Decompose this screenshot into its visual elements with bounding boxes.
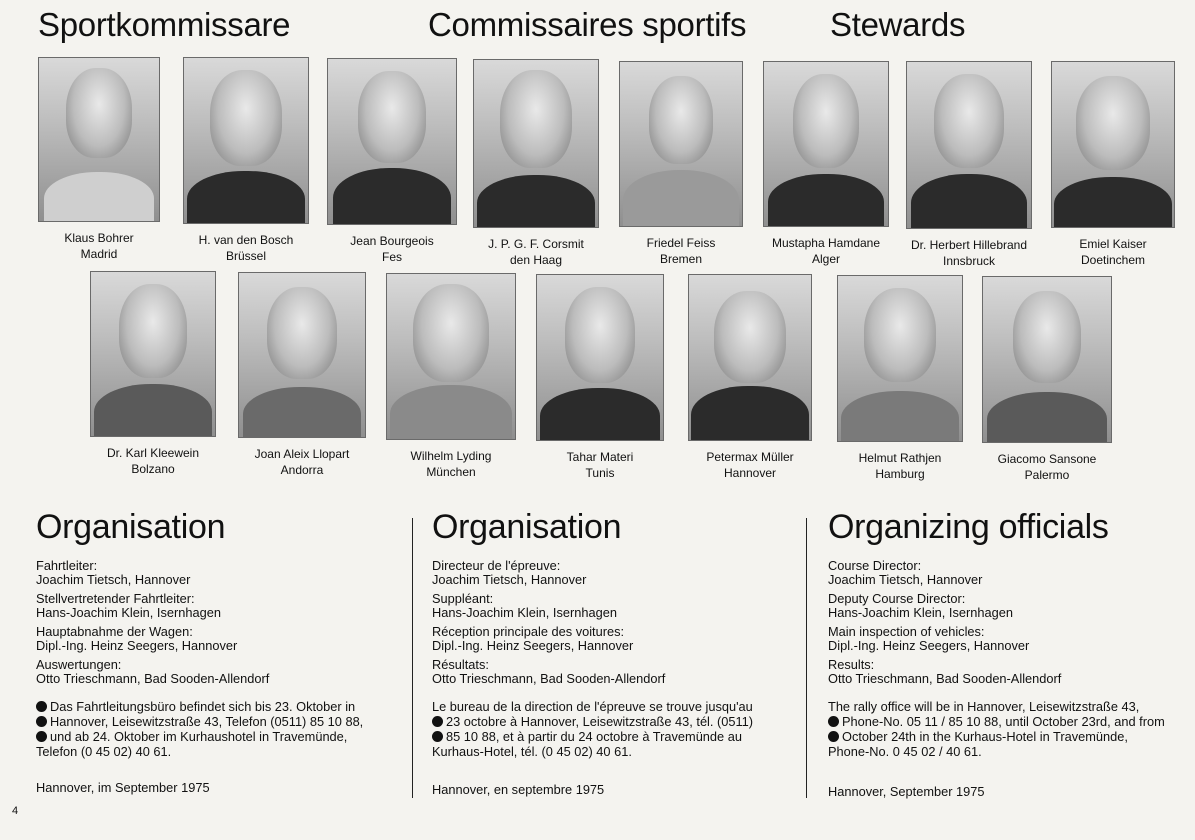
steward-card [325, 58, 459, 265]
entry-label: Main inspection of vehicles: [828, 624, 985, 639]
portrait-photo [763, 61, 889, 227]
steward-name: Joan Aleix Llopart [254, 447, 350, 461]
steward-card [234, 272, 370, 478]
portrait-photo [688, 274, 812, 441]
steward-city: Fes [381, 250, 402, 264]
entry-value: Hans-Joachim Klein, Isernhagen [36, 604, 221, 620]
steward-card [898, 61, 1040, 269]
steward-city: Hannover [723, 466, 777, 480]
column-divider [806, 518, 807, 798]
steward-card [760, 61, 892, 267]
steward-card [684, 274, 816, 481]
entry-label: Course Director: [828, 558, 922, 573]
entry-label: Deputy Course Director: [828, 591, 966, 606]
entry-value: Hans-Joachim Klein, Isernhagen [432, 604, 617, 620]
steward-card [980, 276, 1114, 483]
entry-label: Réception principale des voitures: [432, 624, 625, 639]
bullet-icon [36, 731, 47, 742]
steward-card [180, 57, 312, 264]
portrait-photo [183, 57, 309, 224]
bullet-icon [432, 731, 443, 742]
steward-card [383, 273, 519, 480]
portrait-photo [473, 59, 599, 228]
steward-city: Madrid [80, 247, 118, 261]
portrait-photo [38, 57, 160, 222]
steward-card [86, 271, 220, 477]
steward-card [36, 57, 162, 262]
steward-city: München [426, 465, 476, 479]
entry-value: Dipl.-Ing. Heinz Seegers, Hannover [828, 637, 1030, 653]
steward-card [471, 59, 601, 268]
portrait-photo [327, 58, 457, 225]
bullet-icon [36, 701, 47, 712]
header-german: Sportkommissare [38, 6, 291, 43]
steward-city: Doetinchem [1080, 253, 1146, 267]
entry-label: Results: [828, 657, 875, 672]
office-note: Le bureau de la direction de l'épreuve se trouve jusqu'au 23 octobre à Hannover, Leisewitzstraße 43, tél. (0511) 85 10 88, et à partir du 24 octobre à Travemünde au Kurhaus-Hotel, tél. (0 45 02) 40 61. [432, 699, 754, 759]
portrait-photo [386, 273, 516, 440]
portrait-photo [906, 61, 1032, 229]
steward-card [835, 275, 965, 482]
portrait-photo [837, 275, 963, 442]
portrait-photo [982, 276, 1112, 443]
portrait-photo [1051, 61, 1175, 228]
entry-label: Stellvertretender Fahrtleiter: [36, 591, 195, 606]
steward-name: Tahar Materi [566, 450, 634, 464]
section-title: Organizing officials [828, 508, 1109, 546]
steward-name: Dr. Karl Kleewein [106, 446, 200, 460]
steward-card [617, 61, 745, 267]
entry-value: Joachim Tietsch, Hannover [36, 571, 191, 587]
steward-name: J. P. G. F. Corsmit [488, 237, 584, 251]
bullet-icon [36, 716, 47, 727]
entry-value: Joachim Tietsch, Hannover [432, 571, 587, 587]
header-english: Stewards [830, 6, 966, 43]
steward-name: Dr. Herbert Hillebrand [910, 238, 1028, 252]
steward-name: Helmut Rathjen [858, 451, 942, 465]
steward-city: Innsbruck [942, 254, 996, 268]
organisation-english [828, 508, 1193, 759]
steward-city: Tunis [585, 466, 615, 480]
steward-city: Bolzano [131, 462, 175, 476]
steward-city: den Haag [509, 253, 563, 267]
page-number: 4 [12, 805, 19, 817]
steward-name: Jean Bourgeois [350, 234, 434, 248]
date-line: Hannover, im September 1975 [36, 780, 210, 795]
steward-city: Hamburg [875, 467, 925, 481]
entry-value: Hans-Joachim Klein, Isernhagen [828, 604, 1013, 620]
entry-label: Suppléant: [432, 591, 494, 606]
steward-name: Emiel Kaiser [1079, 237, 1147, 251]
entry-value: Joachim Tietsch, Hannover [828, 571, 983, 587]
steward-name: Wilhelm Lyding [410, 449, 492, 463]
portrait-photo [619, 61, 743, 227]
portrait-photo [536, 274, 664, 441]
steward-city: Brüssel [225, 249, 266, 263]
entry-label: Résultats: [432, 657, 489, 672]
entry-value: Otto Trieschmann, Bad Sooden-Allendorf [36, 670, 270, 686]
steward-card [533, 274, 667, 481]
entry-label: Directeur de l'épreuve: [432, 558, 561, 573]
steward-name: Mustapha Hamdane [771, 236, 881, 250]
office-note: Das Fahrtleitungsbüro befindet sich bis 23. Oktober in Hannover, Leisewitzstraße 43, Telefon (0511) 85 10 88, und ab 24. Oktober im Kurhaushotel in Travemünde, Telefon (0 45 02) 40 61. [36, 699, 364, 759]
entry-value: Dipl.-Ing. Heinz Seegers, Hannover [432, 637, 634, 653]
steward-name: Petermax Müller [706, 450, 794, 464]
steward-name: Giacomo Sansone [997, 452, 1097, 466]
entry-value: Dipl.-Ing. Heinz Seegers, Hannover [36, 637, 238, 653]
entry-label: Hauptabnahme der Wagen: [36, 624, 193, 639]
section-title: Organisation [432, 508, 622, 546]
steward-name: H. van den Bosch [198, 233, 294, 247]
portrait-photo [238, 272, 366, 438]
steward-city: Alger [811, 252, 840, 266]
date-line: Hannover, en septembre 1975 [432, 782, 605, 797]
steward-card [1048, 61, 1178, 268]
organisation-german [36, 508, 401, 759]
steward-city: Andorra [280, 463, 324, 477]
steward-name: Klaus Bohrer [64, 231, 134, 245]
steward-city: Bremen [659, 252, 703, 266]
header-french: Commissaires sportifs [428, 6, 747, 43]
section-title: Organisation [36, 508, 226, 546]
entry-label: Fahrtleiter: [36, 558, 98, 573]
column-divider [412, 518, 413, 798]
entry-value: Otto Trieschmann, Bad Sooden-Allendorf [432, 670, 666, 686]
bullet-icon [828, 731, 839, 742]
portrait-photo [90, 271, 216, 437]
date-line: Hannover, September 1975 [828, 784, 985, 799]
bullet-icon [432, 716, 443, 727]
steward-name: Friedel Feiss [646, 236, 716, 250]
bullet-icon [828, 716, 839, 727]
entry-label: Auswertungen: [36, 657, 122, 672]
office-note: The rally office will be in Hannover, Leisewitzstraße 43, Phone-No. 05 11 / 85 10 88, until October 23rd, and from October 24th in the Kurhaus-Hotel in Travemünde, Phone-No. 0 45 02 / 40 61. [828, 699, 1165, 759]
organisation-french [432, 508, 797, 759]
steward-city: Palermo [1024, 468, 1070, 482]
entry-value: Otto Trieschmann, Bad Sooden-Allendorf [828, 670, 1062, 686]
